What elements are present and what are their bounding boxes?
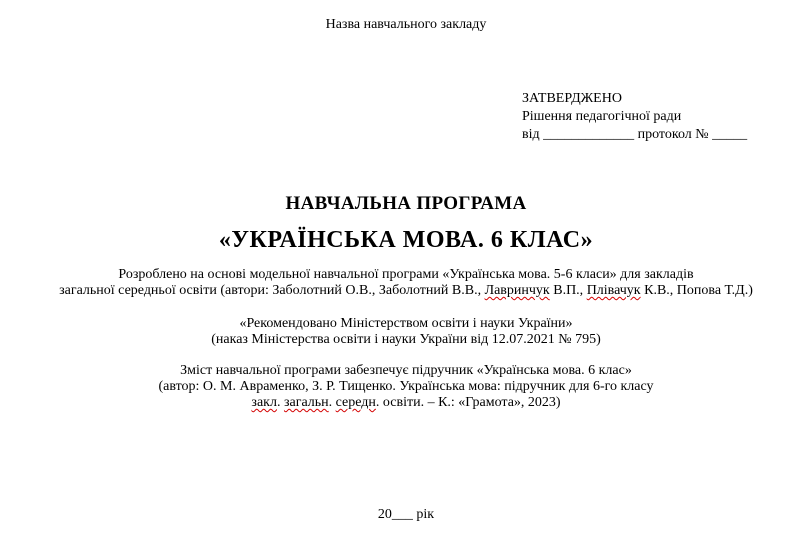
recommendation-line-1: «Рекомендовано Міністерством освіти і науки України» [239, 316, 573, 331]
author-lavrynchuk: Лавринчук [484, 283, 550, 298]
developed-basis [0, 267, 812, 299]
approval-council: Рішення педагогічної ради [522, 109, 682, 124]
abbr-zakl: закл [251, 395, 277, 410]
year-line: 20___ рік [377, 507, 435, 522]
textbook-line-3-rest: . освіти. – К.: «Грамота», 2023) [375, 395, 561, 410]
developed-text-c: В.П., [549, 283, 587, 298]
approval-heading: ЗАТВЕРДЖЕНО [522, 91, 622, 106]
approval-block [522, 90, 747, 144]
textbook-line-2: (автор: О. М. Авраменко, З. Р. Тищенко. Українська мова: підручник для 6-го класу [158, 379, 654, 394]
institution-name: Назва навчального закладу [325, 17, 487, 32]
textbook-line-3 [0, 395, 812, 411]
developed-line-1: Розроблено на основі модельної навчальної програми «Українська мова. 5-6 класи» для закладів [118, 267, 694, 282]
program-subject: «УКРАЇНСЬКА МОВА. 6 КЛАС» [218, 227, 594, 253]
recommendation [0, 316, 812, 348]
developed-line-2 [0, 283, 812, 299]
recommendation-line-2: (наказ Міністерства освіти і науки України від 12.07.2021 № 795) [211, 332, 601, 347]
dot-sep-1: . [276, 395, 284, 410]
author-plivachuk: Плівачук [586, 283, 641, 298]
developed-text-e: К.В., Попова Т.Д.) [640, 283, 753, 298]
developed-text-a: загальної середньої освіти (автори: Заболотний О.В., Заболотний В.В., [59, 283, 485, 298]
textbook-line-1: Зміст навчальної програми забезпечує підручник «Українська мова. 6 клас» [180, 363, 632, 378]
abbr-zahaln: загальн [283, 395, 329, 410]
approval-protocol: від _____________ протокол № _____ [522, 127, 748, 142]
program-title: НАВЧАЛЬНА ПРОГРАМА [285, 193, 527, 214]
dot-sep-2: . [328, 395, 336, 410]
textbook-info [0, 363, 812, 411]
abbr-seredn: середн [335, 395, 376, 410]
